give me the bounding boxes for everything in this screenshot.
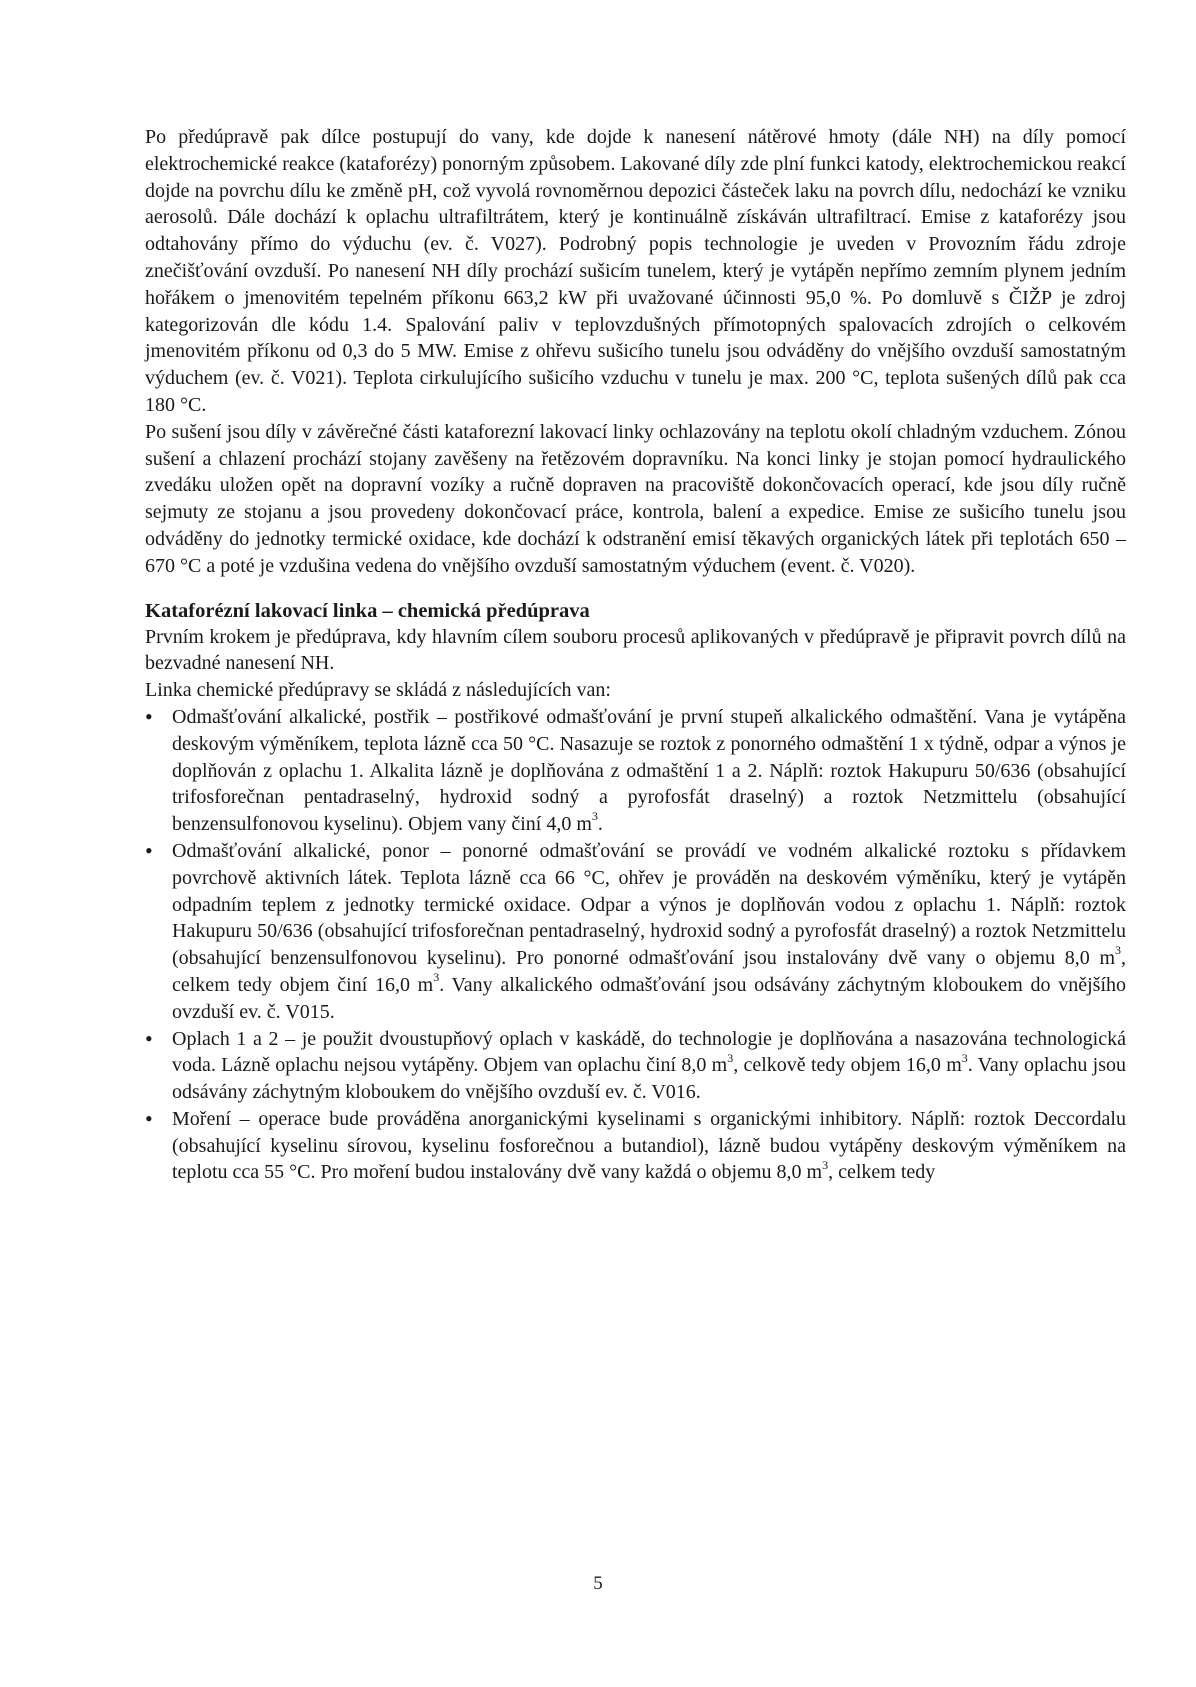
list-item-text: , celkem tedy: [828, 1161, 936, 1184]
superscript: 3: [591, 809, 598, 824]
list-item-text: Moření – operace bude prováděna anorganickými kyselinami s organickými inhibitory. Náplň: roztok Deccordalu (obsahující kyselinu sírovou, kyselinu fosforečnou a butandiol), lázně budou vytápěny deskovým výměníkem na teplotu cca 55 °C. Pro moření budou instalovány dvě vany každá o objemu 8,0 m: [172, 1107, 1126, 1184]
page-number: 5: [593, 1573, 603, 1594]
superscript: 3: [433, 970, 440, 985]
paragraph-electrocoating: Po předúpravě pak dílce postupují do vany, kde dojde k nanesení nátěrové hmoty (dále NH) na díly pomocí elektrochemické reakce (kataforézy) ponorným způsobem. Lakované díly zde plní funkci katody, elektrochemickou reakcí dojde na povrchu dílu ke změně pH, což vyvolá rovnoměrnou depozici částeček laku na povrch dílu, nedochází ke vzniku aerosolů. Dále dochází k oplachu ultrafiltrátem, který je kontinuálně získáván ultrafiltrací. Emise z kataforézy jsou odtahovány přímo do výduchu (ev. č. V027). Podrobný popis technologie je uveden v Provozním řádu zdroje znečišťování ovzduší. Po nanesení NH díly prochází sušicím tunelem, který je vytápěn nepřímo zemním plynem jedním hořákem o jmenovitém tepelném příkonu 663,2 kW při uvažované účinnosti 95,0 %. Po domluvě s ČIŽP je zdroj kategorizován dle kódu 1.4. Spalování paliv v teplovzdušných přímotopných spalovacích zdrojích o celkovém jmenovitém příkonu od 0,3 do 5 MW. Emise z ohřevu sušicího tunelu jsou odváděny do vnějšího ovzduší samostatným výduchem (ev. č. V021). Teplota cirkulujícího sušicího vzduchu v tunelu je max. 200 °C, teplota sušených dílů pak cca 180 °C.: [145, 126, 1126, 416]
bath-list: [145, 704, 1126, 1186]
section-heading: Kataforézní lakovací linka – chemická předúprava: [145, 599, 590, 622]
list-item-text: Odmašťování alkalické, ponor – ponorné odmašťování se provádí ve vodném alkalické roztoku s přídavkem povrchově aktivních látek. Teplota lázně cca 66 °C, ohřev je prováděn na deskovém výměníku, který je vytápěn odpadním teplem z jednotky termické oxidace. Odpar a výnos je doplňován vodou z oplachu 1. Náplň: roztok Hakupuru 50/636 (obsahující trifosforečnan pentadraselný, hydroxid sodný a pyrofosfát draselný) a roztok Netzmittelu (obsahující benzensulfonovou kyselinu). Pro ponorné odmašťování jsou instalovány dvě vany o objemu 8,0 m: [172, 839, 1126, 970]
paragraph-intro-list: Linka chemické předúpravy se skládá z následujících van:: [145, 679, 611, 702]
list-item: [145, 838, 1126, 1026]
paragraph-intro: Prvním krokem je předúprava, kdy hlavním cílem souboru procesů aplikovaných v předúpravě je připravit povrch dílů na bezvadné nanesení NH.: [145, 625, 1126, 675]
list-item: [145, 704, 1126, 838]
superscript: 3: [961, 1050, 968, 1065]
list-item-text: Odmašťování alkalické, postřik – postřikové odmašťování je první stupeň alkalického odmaštění. Vana je vytápěna deskovým výměníkem, teplota lázně cca 50 °C. Nasazuje se roztok z ponorného odmaštění 1 x týdně, odpar a výnos je doplňován z oplachu 1. Alkalita lázně je doplňována z odmaštění 1 a 2. Náplň: roztok Hakupuru 50/636 (obsahující trifosforečnan pentadraselný, hydroxid sodný a pyrofosfát draselný) a roztok Netzmittelu (obsahující benzensulfonovou kyselinu). Objem vany činí 4,0 m: [172, 705, 1126, 836]
list-item-text: , celkem tedy objem činí 16,0 m: [172, 947, 1126, 996]
superscript: 3: [822, 1157, 829, 1172]
list-item: [145, 1106, 1126, 1186]
list-item: [145, 1026, 1126, 1106]
list-item-text-tail: .: [597, 813, 603, 836]
list-item-text: . Vany oplachu jsou odsávány záchytným kloboukem do vnějšího ovzduší ev. č. V016.: [172, 1054, 1126, 1104]
list-item-text: , celkově tedy objem 16,0 m: [733, 1054, 962, 1077]
superscript: 3: [1115, 943, 1121, 958]
superscript: 3: [727, 1050, 734, 1065]
paragraph-cooling: Po sušení jsou díly v závěrečné části kataforezní lakovací linky ochlazovány na teplotu okolí chladným vzduchem. Zónou sušení a chlazení prochází stojany zavěšeny na řetězovém dopravníku. Na konci linky je stojan pomocí hydraulického zvedáku uložen opět na dopravní vozíky a ručně dopraven na pracoviště dokončovacích operací, kde jsou díly ručně sejmuty ze stojanu a jsou provedeny dokončovací práce, kontrola, balení a expedice. Emise ze sušicího tunelu jsou odváděny do jednotky termické oxidace, kde dochází k odstranění emisí těkavých organických látek při teplotách 650 – 670 °C a poté je vzdušina vedena do vnějšího ovzduší samostatným výduchem (event. č. V020).: [145, 420, 1126, 577]
list-item-text: Oplach 1 a 2 – je použit dvoustupňový oplach v kaskádě, do technologie je doplňována a nasazována technologická voda. Lázně oplachu nejsou vytápěny. Objem van oplachu činí 8,0 m: [172, 1027, 1126, 1077]
list-item-text: . Vany alkalického odmašťování jsou odsávány záchytným kloboukem do vnějšího ovzduší ev. č. V015.: [172, 973, 1127, 1023]
